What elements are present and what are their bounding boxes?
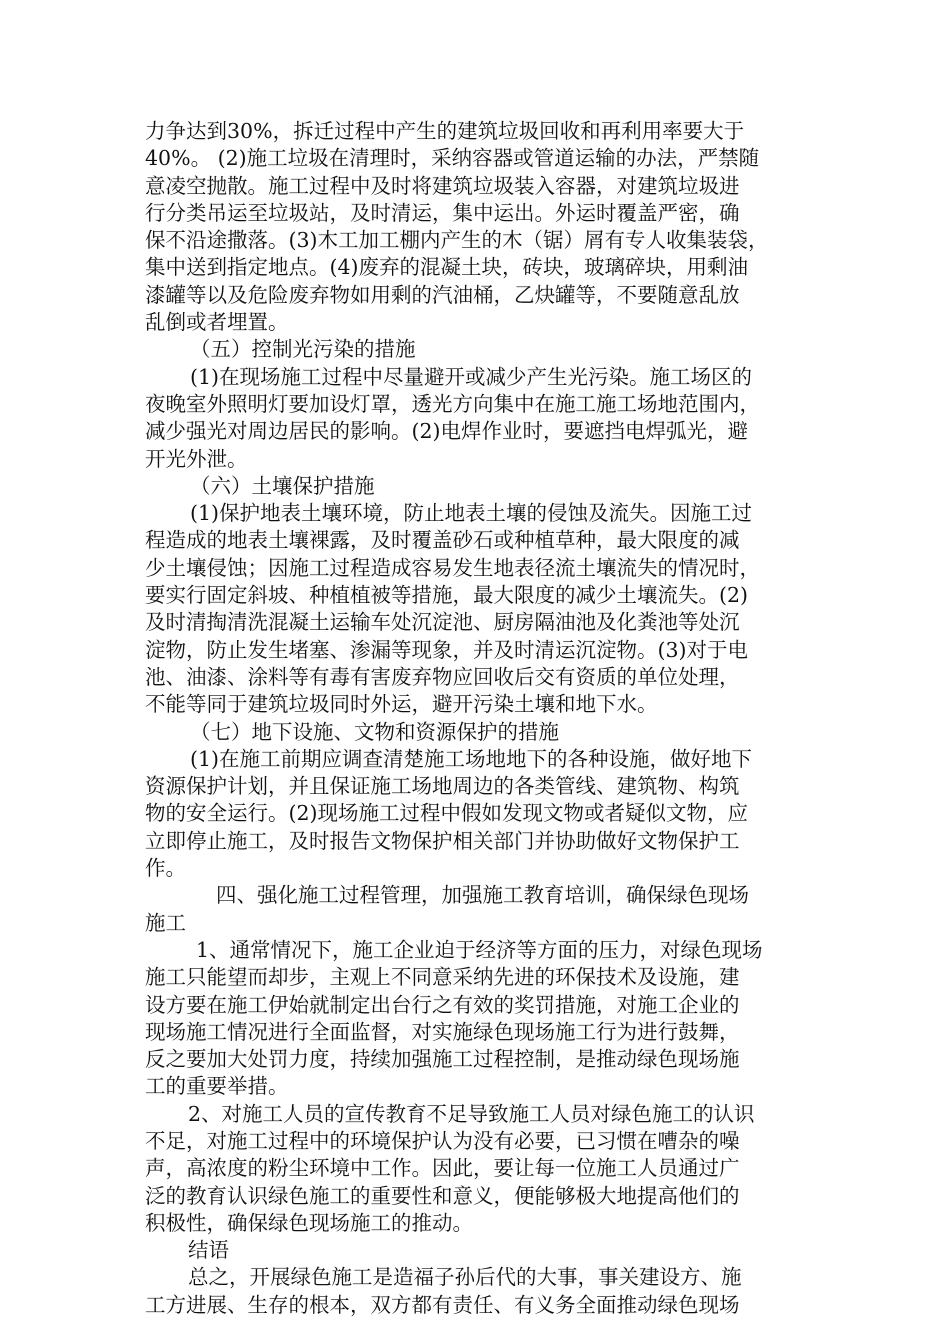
- text-line: 开光外泄。: [145, 446, 248, 471]
- text-line: 池、油漆、涂料等有毒有害废弃物应回收后交有资质的单位处理，: [145, 664, 740, 689]
- section-heading-soil: [145, 473, 810, 500]
- text-line: (1)在施工前期应调查清楚施工场地地下的各种设施，做好地下: [190, 746, 753, 771]
- section-heading-conclusion: [145, 1237, 810, 1264]
- paragraph-light-pollution: [145, 364, 810, 473]
- text-line: 集中送到指定地点。(4)废弃的混凝土块，砖块，玻璃碎块，用剩油: [145, 255, 749, 280]
- heading-text: （六）土壤保护措施: [190, 473, 375, 498]
- text-line: 积极性，确保绿色现场施工的推动。: [145, 1210, 473, 1235]
- text-line: 漆罐等以及危险废弃物如用剩的汽油桶，乙炔罐等，不要随意乱放: [145, 282, 740, 307]
- text-line: 设方要在施工伊始就制定出台行之有效的奖罚措施，对施工企业的: [145, 992, 740, 1017]
- text-line: 作。: [145, 856, 186, 881]
- document-body: [145, 118, 810, 1319]
- section-heading-underground: [145, 719, 810, 746]
- paragraph-soil: [145, 500, 810, 718]
- heading-text: （七）地下设施、文物和资源保护的措施: [190, 719, 559, 744]
- text-line: 现场施工情况进行全面监督，对实施绿色现场施工行为进行鼓舞，: [145, 1019, 740, 1044]
- text-line: 声，高浓度的粉尘环境中工作。因此，要让每一位施工人员通过广: [145, 1156, 740, 1181]
- text-line: 要实行固定斜坡、种植植被等措施，最大限度的减少土壤流失。(2): [145, 583, 749, 608]
- text-line: 1、通常情况下，施工企业迫于经济等方面的压力，对绿色现场: [196, 937, 763, 962]
- text-line: (1)保护地表土壤环境，防止地表土壤的侵蚀及流失。因施工过: [190, 501, 753, 526]
- text-line: 施工只能望而却步，主观上不同意采纳先进的环保技术及设施，建: [145, 965, 740, 990]
- text-line: 立即停止施工，及时报告文物保护相关部门并协助做好文物保护工: [145, 828, 740, 853]
- heading-text: 结语: [188, 1238, 229, 1263]
- text-line: 保不沿途撒落。(3)木工加工棚内产生的木（锯）屑有专人收集装袋，: [145, 228, 769, 253]
- text-line: 资源保护计划，并且保证施工场地周边的各类管线、建筑物、构筑: [145, 774, 740, 799]
- text-line: 40%。 (2)施工垃圾在清理时，采纳容器或管道运输的办法，严禁随: [145, 146, 760, 171]
- paragraph-conclusion: [145, 1264, 810, 1319]
- section-heading-light-pollution: [145, 336, 810, 363]
- text-line: 物的安全运行。(2)现场施工过程中假如发现文物或者疑似文物，应: [145, 801, 749, 826]
- paragraph-management-1: [145, 937, 810, 1101]
- heading-text: 施工: [145, 910, 186, 935]
- text-line: 乱倒或者埋置。: [145, 310, 289, 335]
- paragraph-management-2: [145, 1101, 810, 1237]
- text-line: 程造成的地表土壤裸露，及时覆盖砂石或种植草种，最大限度的减: [145, 528, 740, 553]
- section-heading-management: [145, 882, 810, 937]
- paragraph-waste: [145, 118, 810, 336]
- text-line: 工的重要举措。: [145, 1074, 289, 1099]
- text-line: 2、对施工人员的宣传教育不足导致施工人员对绿色施工的认识: [188, 1101, 755, 1126]
- text-line: 力争达到30%，拆迁过程中产生的建筑垃圾回收和再利用率要大于: [145, 119, 745, 143]
- heading-text: 四、强化施工过程管理，加强施工教育培训，确保绿色现场: [216, 883, 749, 908]
- text-line: 意凌空抛散。施工过程中及时将建筑垃圾装入容器，对建筑垃圾进: [145, 173, 740, 198]
- text-line: 总之，开展绿色施工是造福子孙后代的大事，事关建设方、施: [188, 1265, 742, 1290]
- text-line: 泛的教育认识绿色施工的重要性和意义，便能够极大地提高他们的: [145, 1183, 740, 1208]
- paragraph-underground: [145, 746, 810, 882]
- text-line: 不能等同于建筑垃圾同时外运，避开污染土壤和地下水。: [145, 692, 658, 717]
- text-line: 夜晚室外照明灯要加设灯罩，透光方向集中在施工施工场地范围内，: [145, 391, 760, 416]
- text-line: 反之要加大处罚力度，持续加强施工过程控制，是推动绿色现场施: [145, 1047, 740, 1072]
- heading-text: （五）控制光污染的措施: [190, 337, 416, 362]
- text-line: 工方进展、生存的根本，双方都有责任、有义务全面推动绿色现场: [145, 1292, 740, 1317]
- text-line: 及时清掏清洗混凝土运输车处沉淀池、厨房隔油池及化粪池等处沉: [145, 610, 740, 635]
- text-line: 减少强光对周边居民的影响。(2)电焊作业时，要遮挡电焊弧光，避: [145, 419, 749, 444]
- text-line: 不足，对施工过程中的环境保护认为没有必要，已习惯在嘈杂的噪: [145, 1128, 740, 1153]
- text-line: 淀物，防止发生堵塞、渗漏等现象，并及时清运沉淀物。(3)对于电: [145, 637, 749, 662]
- text-line: 行分类吊运至垃圾站，及时清运，集中运出。外运时覆盖严密，确: [145, 200, 740, 225]
- text-line: (1)在现场施工过程中尽量避开或减少产生光污染。施工场区的: [190, 364, 753, 389]
- text-line: 少土壤侵蚀；因施工过程造成容易发生地表径流土壤流失的情况时，: [145, 555, 760, 580]
